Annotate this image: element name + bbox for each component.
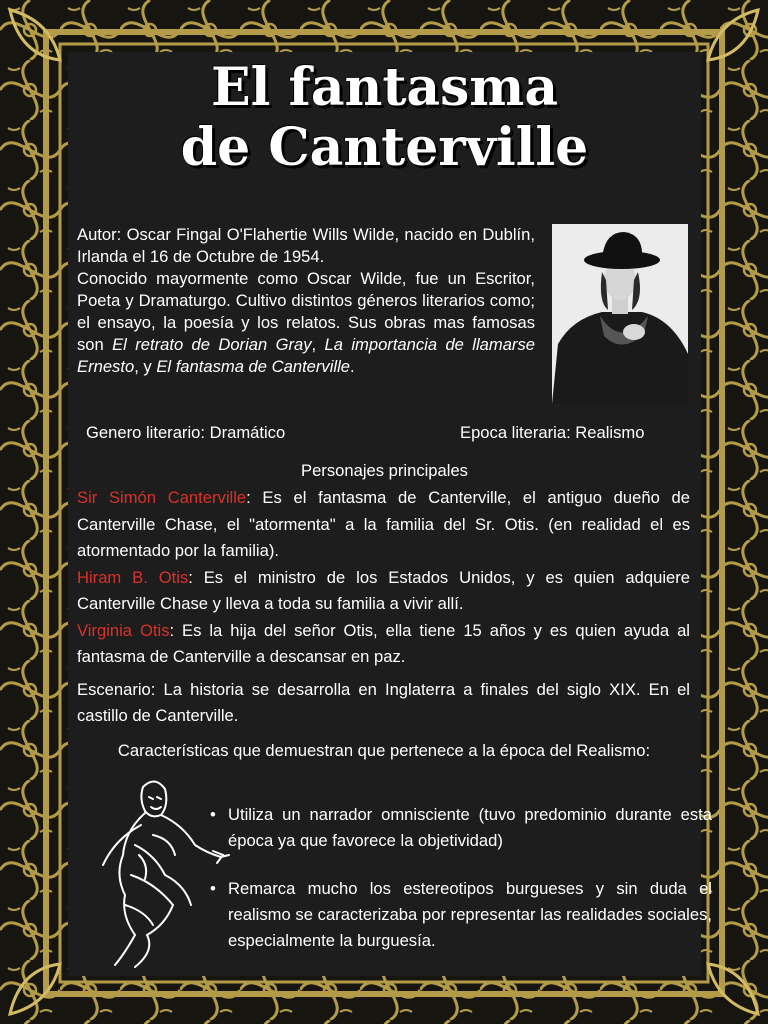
title-line-1: El fantasma [210, 57, 559, 118]
oscar-wilde-portrait [552, 224, 688, 404]
literary-genre: Genero literario: Dramático [86, 423, 286, 442]
bullet-item: • Remarca mucho los estereotipos burgueses y sin duda el realismo se caracterizaba por representar las realidades sociales, especialmente la burguesía. [228, 876, 712, 954]
character-name: Sir Simón Canterville [77, 488, 247, 507]
page-title [68, 58, 701, 178]
author-bio [77, 224, 535, 378]
author-description [77, 268, 535, 378]
work-ernesto: La importancia de llamarse Ernesto [77, 335, 535, 376]
character-item [77, 565, 690, 618]
title-line-2: de Canterville [180, 117, 589, 178]
work-dorian-gray: El retrato de Dorian Gray [112, 335, 312, 354]
separator: , y [134, 357, 157, 376]
characters-list [77, 485, 690, 730]
character-item [77, 618, 690, 671]
character-desc: : Es la hija del señor Otis, ella tiene 15 años y es quien ayuda al fantasma de Canterville a descansar en paz. [77, 620, 690, 666]
character-name: Virginia Otis [77, 620, 170, 640]
character-desc: : Es el fantasma de Canterville, el antiguo dueño de Canterville Chase, el "atormenta" a la familia del Sr. Otis. (en realidad el es atormentado por la familia). [77, 488, 690, 560]
realism-bullets [206, 802, 712, 976]
author-birth: Autor: Oscar Fingal O'Flahertie Wills Wilde, nacido en Dublín, Irlanda el 16 de Octubre de 1954. [77, 225, 535, 266]
literary-epoch: Epoca literaria: Realismo [460, 423, 645, 442]
work-canterville: El fantasma de Canterville [156, 357, 351, 376]
period: . [350, 357, 355, 376]
ghost-illustration [95, 775, 235, 975]
bullet-item: • Utiliza un narrador omnisciente (tuvo predominio durante esta época ya que favorece la objetividad) [228, 802, 712, 854]
characters-heading: Personajes principales [301, 461, 468, 480]
author-description-text: Conocido mayormente como Oscar Wilde, fue un Escritor, Poeta y Dramaturgo. Cultivo distintos géneros literarios como; el ensayo, la poesía y los relatos. Sus obras mas famosas son [77, 269, 535, 354]
scenario: Escenario: La historia se desarrolla en Inglaterra a finales del siglo XIX. En el castillo de Canterville. [77, 679, 690, 725]
character-desc: : Es el ministro de los Estados Unidos, y es quien adquiere Canterville Chase y lleva a toda su familia a vivir allí. [77, 567, 690, 613]
realism-heading: Características que demuestran que pertenece a la época del Realismo: [117, 741, 651, 760]
separator: , [311, 335, 325, 354]
character-item [77, 485, 690, 565]
character-name: Hiram B. Otis [77, 567, 189, 587]
